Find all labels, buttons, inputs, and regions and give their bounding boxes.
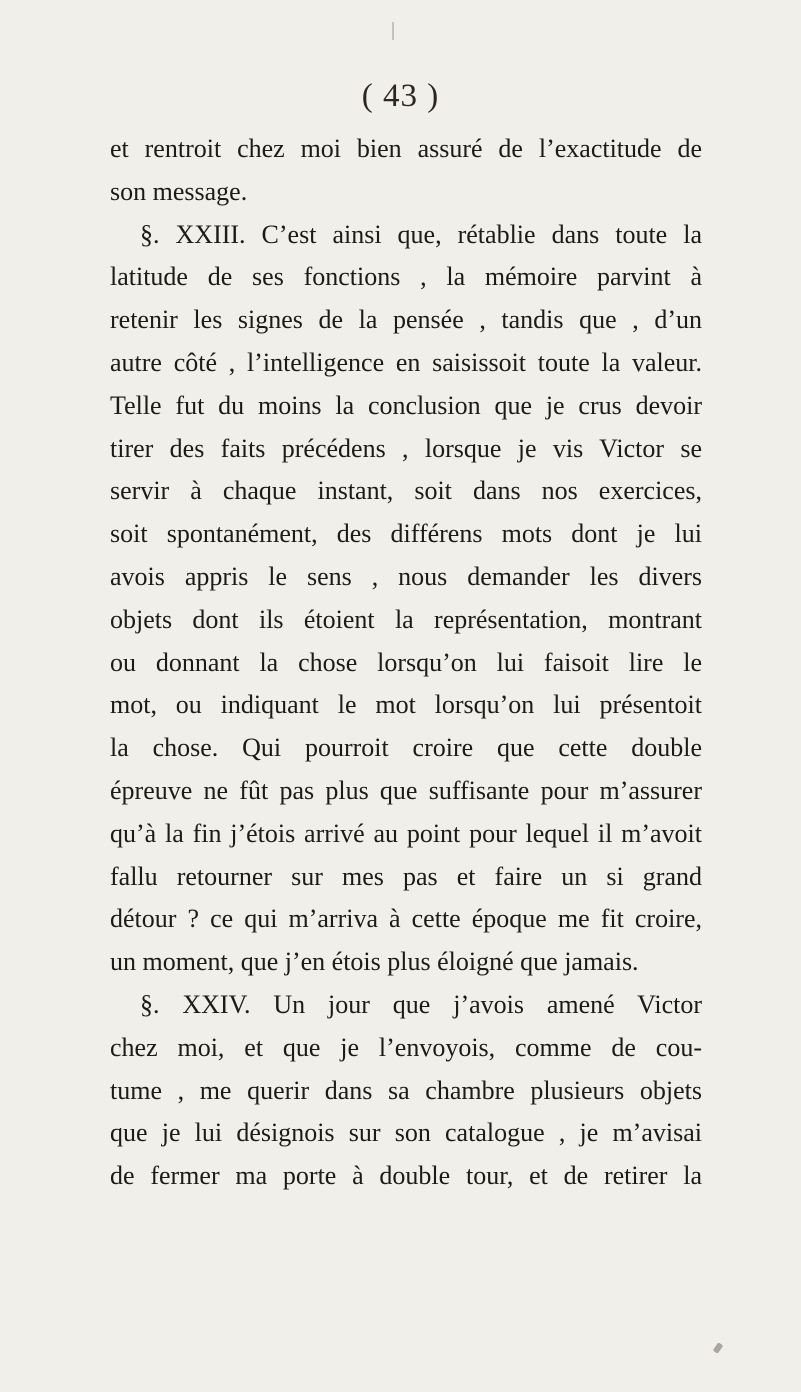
text-line: la chose. Qui pourroit croire que cette double <box>110 733 702 763</box>
text-line: et rentroit chez moi bien assuré de l’exactitude de <box>110 134 702 163</box>
text-line: ou donnant la chose lorsqu’on lui faisoit lire le <box>110 647 702 677</box>
text-line: autre côté , l’intelligence en saisissoit toute la valeur. <box>110 347 702 377</box>
text-line: mot, ou indiquant le mot lorsqu’on lui présentoit <box>110 690 702 720</box>
text-line: qu’à la fin j’étois arrivé au point pour lequel il m’avoit <box>110 818 702 848</box>
text-line: retenir les signes de la pensée , tandis que , d’un <box>110 305 702 335</box>
section-heading-line: §. XXIII. C’est ainsi que, rétablie dans toute la <box>140 219 702 249</box>
text-line: latitude de ses fonctions , la mémoire parvint à <box>110 262 702 292</box>
text-line: Telle fut du moins la conclusion que je crus devoir <box>110 390 702 420</box>
text-line: objets dont ils étoient la représentation, montrant <box>110 604 702 634</box>
text-line: un moment, que j’en étois plus éloigné que jamais. <box>110 947 639 977</box>
text-line: de fermer ma porte à double tour, et de retirer la <box>110 1161 702 1191</box>
ink-speck <box>713 1342 724 1354</box>
text-line: épreuve ne fût pas plus que suffisante pour m’assurer <box>110 775 702 805</box>
text-line: chez moi, et que je l’envoyois, comme de cou- <box>110 1032 702 1062</box>
text-line: soit spontanément, des différens mots dont je lui <box>110 519 702 549</box>
text-line: que je lui désignois sur son catalogue , je m’avisai <box>110 1118 702 1148</box>
page-number: ( 43 ) <box>361 78 440 114</box>
paper-blemish <box>392 22 394 40</box>
text-line: détour ? ce qui m’arriva à cette époque me fit croire, <box>110 904 702 934</box>
text-line: tirer des faits précédens , lorsque je vis Victor se <box>110 433 702 463</box>
body-text <box>110 128 702 1198</box>
section-heading-line: §. XXIV. Un jour que j’avois amené Victor <box>140 989 702 1019</box>
text-line: fallu retourner sur mes pas et faire un si grand <box>110 861 702 891</box>
text-line: avois appris le sens , nous demander les divers <box>110 561 702 591</box>
text-line: tume , me querir dans sa chambre plusieurs objets <box>110 1075 702 1105</box>
text-line: son message. <box>110 176 248 206</box>
text-line: servir à chaque instant, soit dans nos exercices, <box>110 476 702 506</box>
